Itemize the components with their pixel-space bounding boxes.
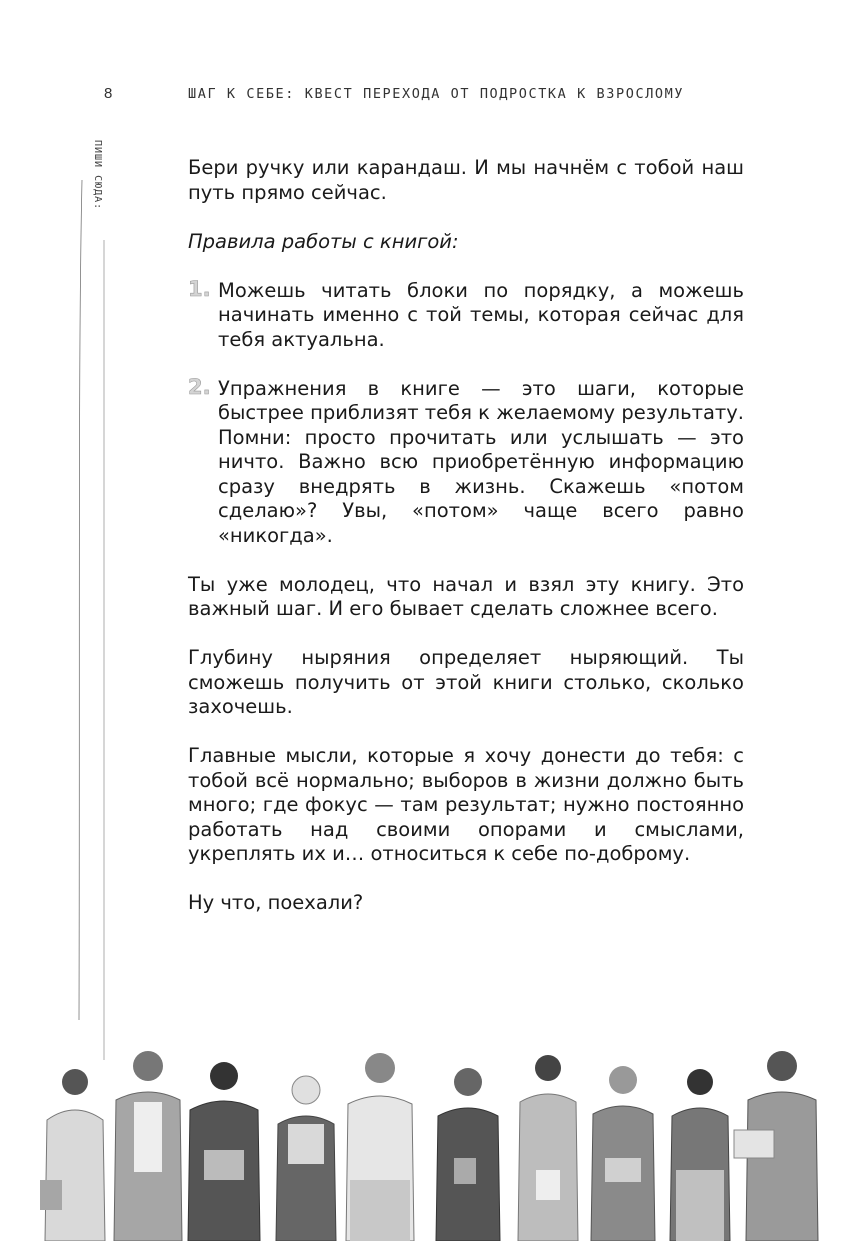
- paragraph-2: Глубину ныряния определяет ныряющий. Ты сможешь получить от этой книги столько, сколько захочешь.: [188, 646, 744, 718]
- person-5: [346, 1053, 414, 1241]
- paragraph-4: Ну что, поехали?: [188, 891, 364, 914]
- intro-paragraph: Бери ручку или карандаш. И мы начнём с тобой наш путь прямо сейчас.: [188, 156, 744, 204]
- person-8: [591, 1066, 655, 1241]
- person-1: [40, 1069, 105, 1241]
- person-9: [670, 1069, 730, 1241]
- rule-item-1: [188, 276, 744, 353]
- person-7: [518, 1055, 578, 1241]
- main-text: [188, 156, 744, 940]
- rule-text: Можешь читать блоки по порядку, а можешь начинать именно с той темы, которая сейчас для тебя актуальна.: [218, 278, 744, 351]
- person-3: [188, 1062, 260, 1241]
- paragraph-3: Главные мысли, которые я хочу донести до тебя: с тобой всё нормально; выборов в жизни должно быть много; где фокус — там результат; нужно постоянно работать над своими опорами и смыслами, укреплять их и… относиться к себе по-доброму.: [188, 744, 744, 865]
- person-2: [114, 1051, 182, 1241]
- margin-notes-label: ПИШИ СЮДА:: [92, 140, 103, 211]
- running-head: ШАГ К СЕБЕ: КВЕСТ ПЕРЕХОДА ОТ ПОДРОСТКА К ВЗРОСЛОМУ: [188, 86, 685, 102]
- teenagers-illustration: [0, 1040, 845, 1241]
- rule-item-2: [188, 374, 744, 549]
- margin-line-inner: [104, 240, 105, 1060]
- page-number: 8: [104, 85, 113, 102]
- rule-number: 2.: [188, 374, 211, 399]
- margin-writing-lines: [74, 160, 114, 1060]
- paragraph-1: Ты уже молодец, что начал и взял эту книгу. Это важный шаг. И его бывает сделать сложнее всего.: [188, 572, 744, 620]
- person-4: [276, 1076, 336, 1241]
- person-10: [734, 1051, 818, 1241]
- rules-title: Правила работы с книгой:: [188, 229, 459, 253]
- person-6: [436, 1068, 500, 1241]
- margin-line-outer: [79, 180, 82, 1020]
- rule-text: Упражнения в книге — это шаги, которые быстрее приблизят тебя к желаемому результату. Помни: просто прочитать или услышать — это ничто. Важно всю приобретённую информацию сразу внедрять в жизнь. Скажешь «потом сделаю»? Увы, «потом» чаще всего равно «никогда».: [218, 376, 744, 547]
- rule-number: 1.: [188, 276, 211, 301]
